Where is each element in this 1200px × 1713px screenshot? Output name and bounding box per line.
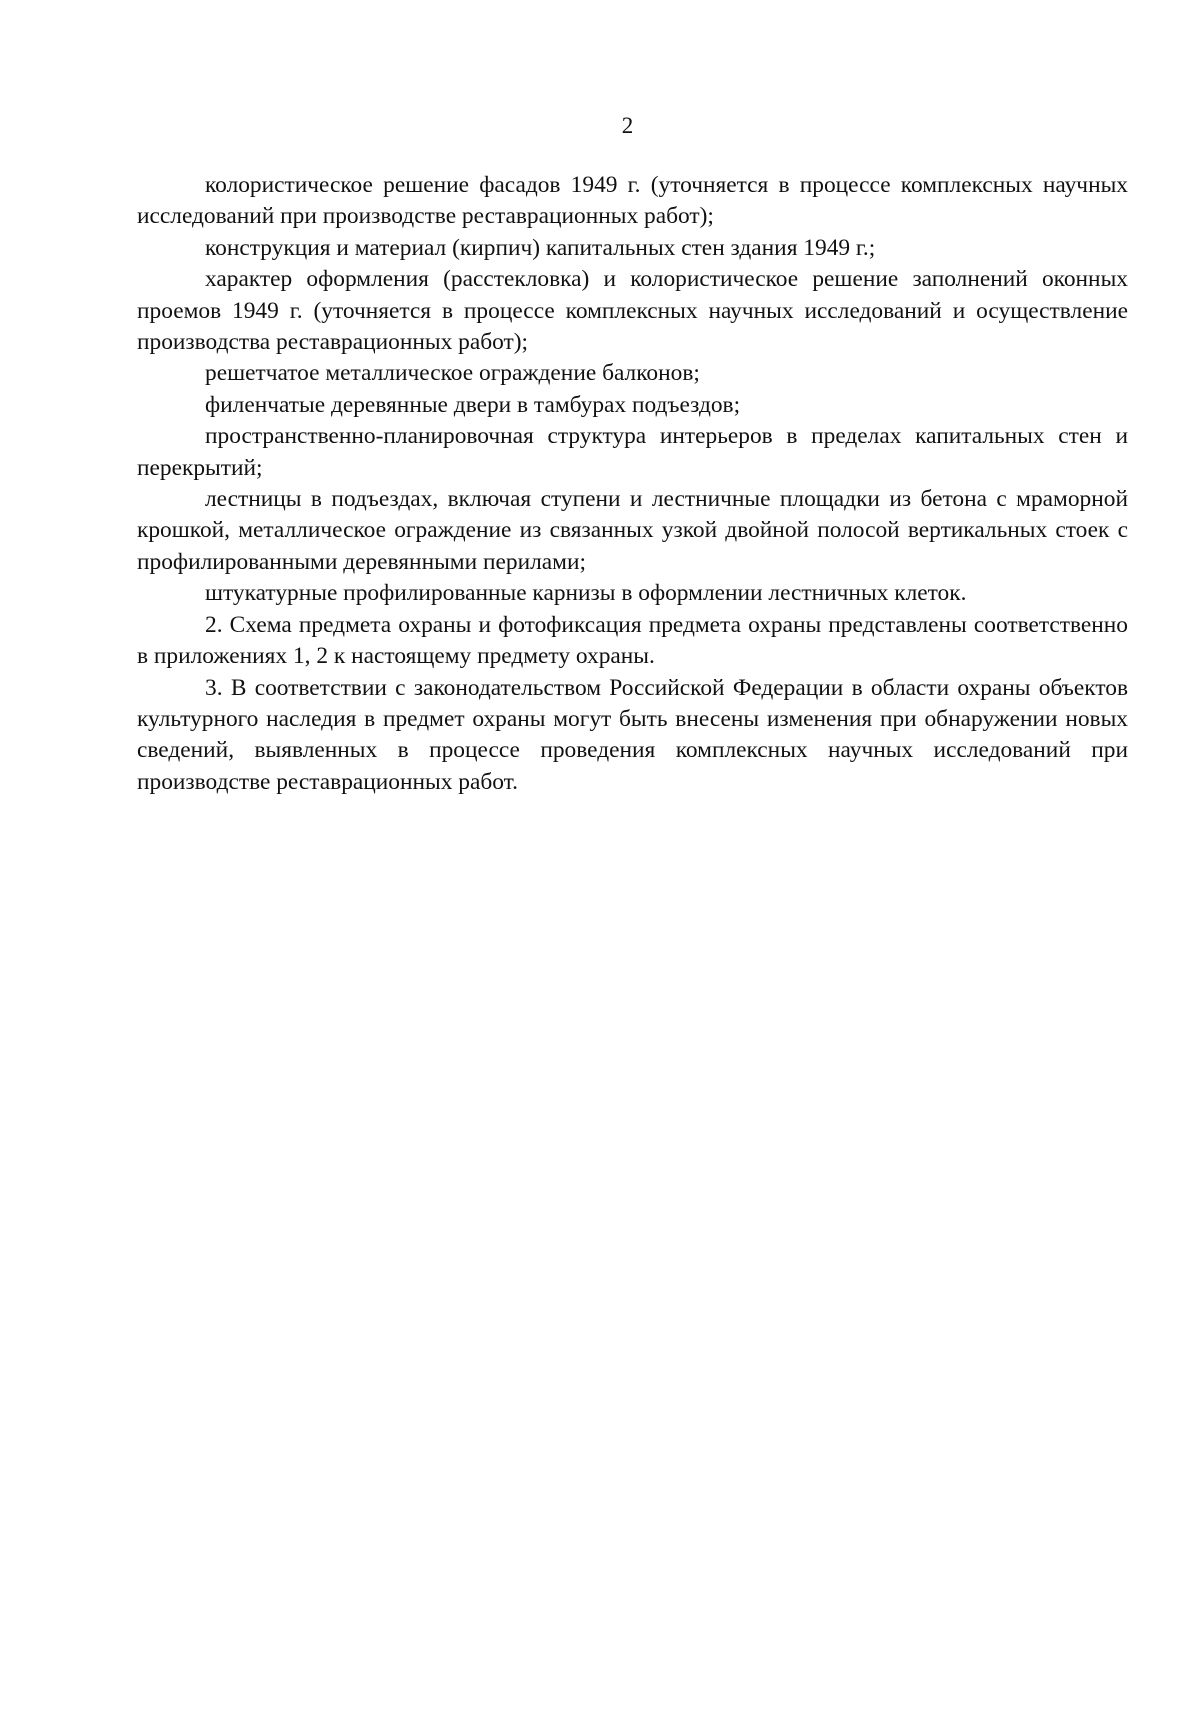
paragraph-facade-color: колористическое решение фасадов 1949 г. (уточняется в процессе комплексных научных исследований при производстве реставрационных работ); [137, 172, 1128, 230]
paragraph-staircases: лестницы в подъездах, включая ступени и лестничные площадки из бетона с мраморной крошкой, металлическое ограждение из связанных узкой двойной полосой вертикальных стоек с профилированными деревянными перилами; [137, 486, 1128, 575]
paragraph-entrance-doors: филенчатые деревянные двери в тамбурах подъездов; [205, 391, 741, 418]
paragraph-interior-structure: пространственно-планировочная структура интерьеров в пределах капитальных стен и перекрытий; [137, 423, 1128, 481]
paragraph-item-2: 2. Схема предмета охраны и фотофиксация предмета охраны представлены соответственно в приложениях 1, 2 к настоящему предмету охраны. [137, 611, 1128, 670]
paragraph-wall-construction: конструкция и материал (кирпич) капитальных стен здания 1949 г.; [205, 234, 876, 261]
paragraph-cornices: штукатурные профилированные карнизы в оформлении лестничных клеток. [205, 580, 967, 607]
paragraph-balcony-railing: решетчатое металлическое ограждение балконов; [205, 360, 700, 387]
paragraph-item-3: 3. В соответствии с законодательством Российской Федерации в области охраны объектов культурного наследия в предмет охраны могут быть внесены изменения при обнаружении новых сведений, выявленных в процессе проведения комплексных научных исследований при производстве реставрационных работ. [137, 674, 1128, 795]
document-body [137, 170, 1128, 798]
page-number: 2 [621, 113, 634, 138]
paragraph-window-design: характер оформления (расстекловка) и колористическое решение заполнений оконных проемов 1949 г. (уточняется в процессе комплексных научных исследований и осуществление производства реставрационных работ); [137, 266, 1128, 356]
